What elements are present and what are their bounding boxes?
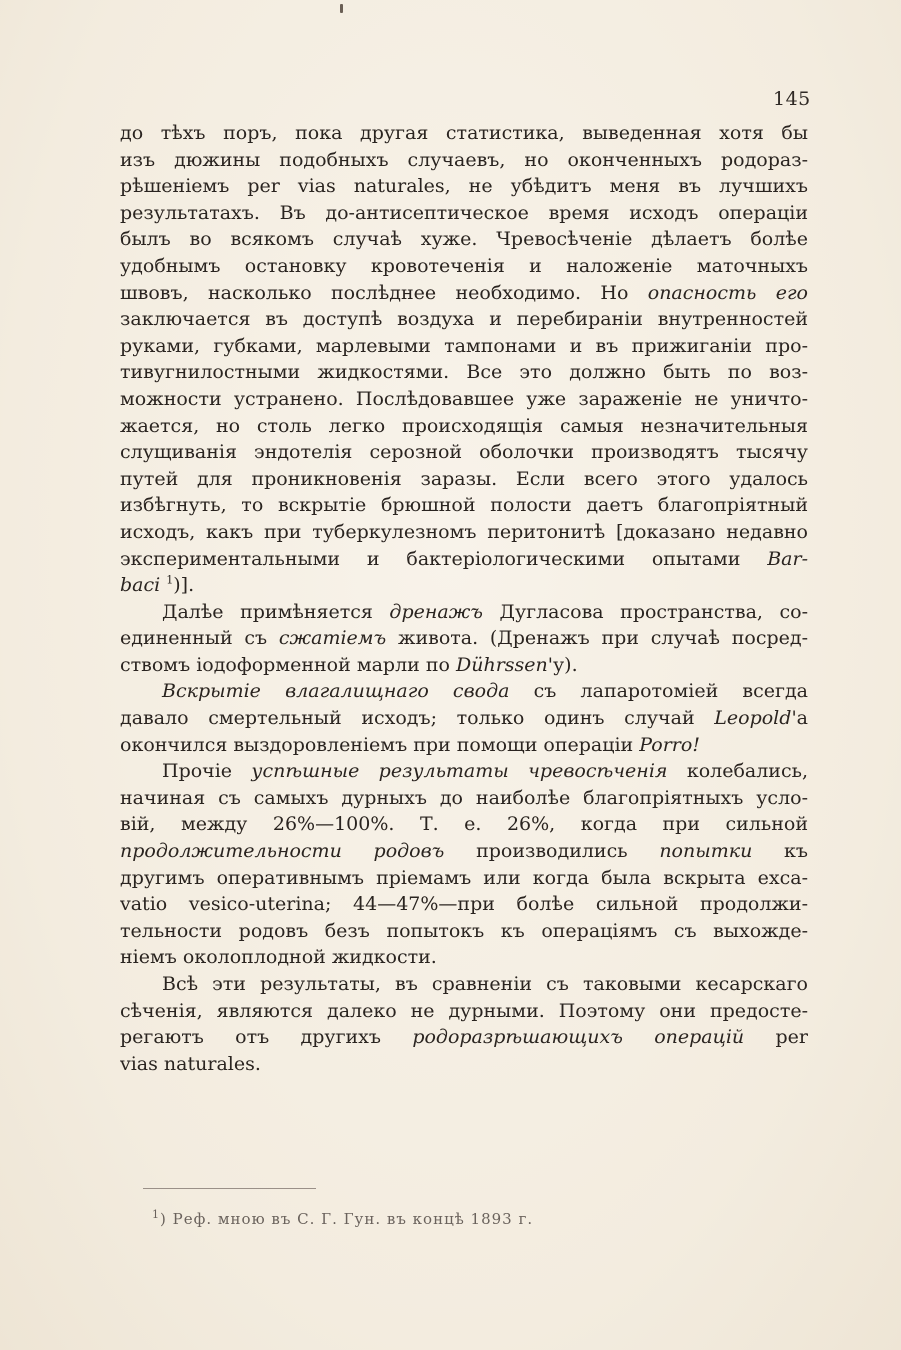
text-span: заключается въ доступѣ воздуха и перебираніи внутренностей [120, 308, 808, 331]
text-span: per [744, 1026, 808, 1049]
text-line [120, 572, 808, 599]
text-span: до тѣхъ поръ, пока другая статистика, выведенная хотя бы [120, 122, 808, 144]
italic-text: baci [120, 574, 161, 597]
text-line [120, 200, 808, 227]
text-span: избѣгнуть, то вскрытіе брюшной полости даетъ благопріятный [120, 494, 808, 517]
text-span: путей для проникновенія заразы. Если всего этого удалось [120, 467, 808, 490]
ink-speck [340, 4, 343, 13]
text-line [120, 386, 808, 413]
text-span: слущиванія эндотелія серозной оболочки производятъ тысячу [120, 441, 808, 464]
italic-text: дренажъ [389, 600, 483, 623]
text-span: руками, губками, марлевыми тампонами и въ прижиганіи про- [120, 334, 808, 357]
text-span: тельности родовъ безъ попытокъ къ операціямъ съ выхожде- [120, 919, 808, 942]
text-line [120, 492, 808, 519]
text-span: производились [444, 840, 660, 863]
text-span: )]. [173, 574, 195, 597]
text-line [120, 865, 808, 892]
italic-text: Вскрытіе влагалищнаго свода [162, 680, 510, 703]
text-span: вій, между 26%—100%. Т. е. 26%, когда при сильной [120, 813, 808, 836]
text-span: тивугнилостными жидкостями. Все это должно быть по воз- [120, 361, 808, 384]
italic-text: родоразрѣшающихъ операцій [412, 1026, 745, 1049]
text-span: регаютъ отъ другихъ [120, 1026, 413, 1049]
text-line [120, 413, 808, 440]
text-span: ніемъ околоплодной жидкости. [120, 946, 437, 969]
footnote-marker: 1 [152, 1208, 160, 1221]
text-line [120, 147, 808, 174]
text-span: окончился выздоровленіемъ при помощи операціи [120, 733, 640, 756]
text-line [120, 546, 808, 573]
text-line [120, 359, 808, 386]
footnote-divider [143, 1188, 316, 1189]
page-number: 145 [773, 88, 811, 110]
text-span: рѣшеніемъ per vias naturales, не убѣдитъ меня въ лучшихъ [120, 175, 808, 198]
text-line [120, 998, 808, 1025]
text-span: единенный съ [120, 627, 279, 650]
italic-text: продолжительности родовъ [120, 840, 445, 863]
text-line [120, 173, 808, 200]
text-span: живота. (Дренажъ при случаѣ посред- [386, 627, 808, 650]
text-line [120, 439, 808, 466]
text-line [120, 652, 808, 679]
text-line [120, 253, 808, 280]
text-line [120, 120, 808, 147]
text-span: результатахъ. Въ до-антисептическое время исходъ операціи [120, 201, 808, 224]
italic-text: Bar- [767, 547, 808, 570]
text-span: Дугласова пространства, со- [482, 600, 808, 623]
text-span: сѣченія, являются далеко не дурными. Поэтому они предосте- [120, 999, 808, 1022]
footnote-text: ) Реф. мною въ С. Г. Гун. въ концѣ 1893 г. [160, 1210, 534, 1228]
text-line [120, 838, 808, 865]
italic-text: попытки [659, 840, 753, 863]
text-line [120, 333, 808, 360]
text-line [120, 599, 808, 626]
text-line [120, 944, 808, 971]
text-span: 'a [791, 707, 808, 730]
text-span: ствомъ іодоформенной марли по [120, 653, 456, 676]
italic-text: Leopold [714, 707, 792, 730]
text-span: Прочіе [162, 760, 252, 783]
text-line [120, 918, 808, 945]
text-line [120, 732, 808, 759]
text-span: 'у). [547, 653, 578, 676]
text-line [120, 519, 808, 546]
text-line [120, 625, 808, 652]
text-span: vatio vesico-uterina; 44—47%—при болѣе сильной продолжи- [120, 893, 808, 916]
text-span: удобнымъ остановку кровотеченія и наложеніе маточныхъ [120, 254, 808, 277]
text-line [120, 466, 808, 493]
body-text [120, 120, 808, 1077]
text-span: исходъ, какъ при туберкулезномъ перитонитѣ [доказано недавно [120, 520, 808, 543]
text-line [120, 306, 808, 333]
text-span: экспериментальными и бактеріологическими опытами [120, 547, 768, 570]
text-line [120, 705, 808, 732]
text-span: другимъ оперативнымъ пріемамъ или когда была вскрыта exca- [120, 866, 808, 889]
italic-text: успѣшные результаты чревосѣченія [251, 760, 668, 783]
text-span: жается, но столь легко происходящія самыя незначительныя [120, 414, 808, 437]
italic-text: Porro! [639, 733, 700, 756]
italic-text: сжатіемъ [278, 627, 387, 650]
text-line [120, 758, 808, 785]
text-span: изъ дюжины подобныхъ случаевъ, но оконченныхъ родораз- [120, 148, 808, 171]
text-span: съ лапаротоміей всегда [509, 680, 808, 703]
text-line [120, 226, 808, 253]
text-span: Всѣ эти результаты, въ сравненіи съ таковыми кесарскаго [162, 973, 808, 995]
text-span: Далѣе примѣняется [162, 600, 390, 623]
text-span: колебались, [667, 760, 808, 783]
text-span: къ [752, 840, 808, 863]
text-line [120, 280, 808, 307]
text-span: начиная съ самыхъ дурныхъ до наиболѣе благопріятныхъ усло- [120, 786, 808, 809]
footnote [152, 1210, 533, 1228]
text-span: швовъ, насколько послѣднее необходимо. Но [120, 281, 648, 304]
text-span: можности устранено. Послѣдовавшее уже зараженіе не уничто- [120, 387, 808, 410]
text-span: былъ во всякомъ случаѣ хуже. Чревосѣченіе дѣлаетъ болѣе [120, 228, 808, 251]
text-line [120, 678, 808, 705]
text-line [120, 971, 808, 998]
text-line [120, 1051, 808, 1078]
footnote-reference: 1 [166, 573, 174, 587]
italic-text: Dührssen [456, 653, 548, 676]
italic-text: опасность его [647, 281, 808, 304]
text-line [120, 785, 808, 812]
text-span: давало смертельный исходъ; только одинъ случай [120, 707, 715, 730]
text-line [120, 891, 808, 918]
text-line [120, 811, 808, 838]
text-line [120, 1024, 808, 1051]
text-span: vias naturales. [120, 1052, 261, 1075]
